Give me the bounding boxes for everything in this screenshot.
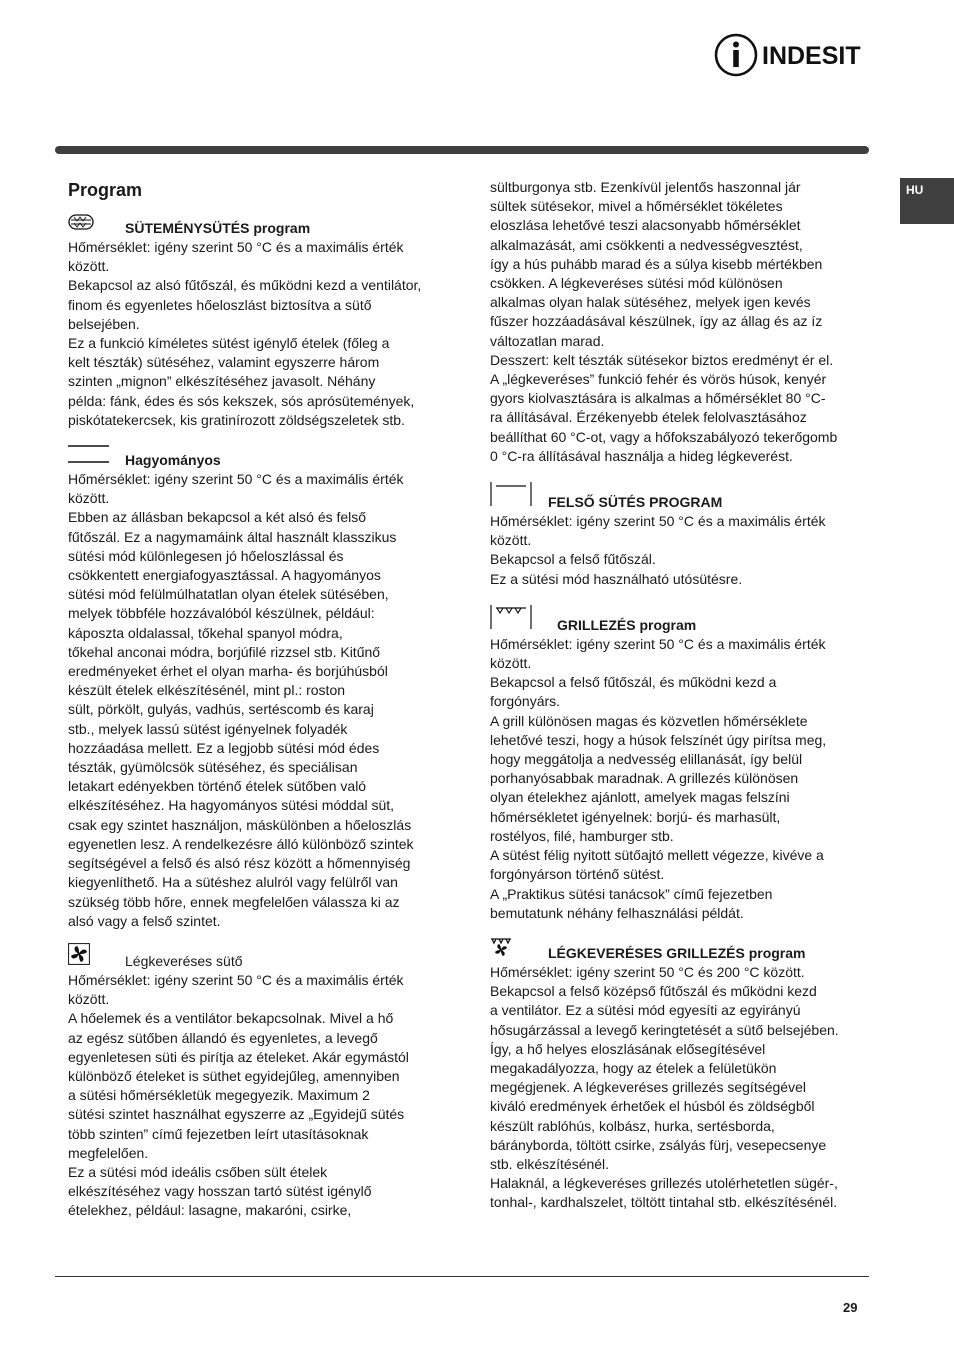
text-line: Ez a funkció kíméletes sütést igénylő ételek (főleg a [68, 335, 390, 352]
text-line: Hőmérséklet: igény szerint 50 °C és a maximális érték [490, 513, 826, 530]
section-title: LÉGKEVERÉSES GRILLEZÉS program [548, 944, 806, 961]
text-line: szükség több hőre, ennek megfelelően válassza ki az [68, 893, 400, 910]
text-line: fűszer hozzáadásával készülnek, így az állag és az íz [490, 313, 823, 330]
text-line: Bekapcsol a felső középső fűtőszál és működni kezd [490, 983, 817, 1000]
text-line: Hőmérséklet: igény szerint 50 °C és a maximális érték [490, 635, 826, 652]
logo-text: INDESIT [762, 42, 861, 70]
text-line: piskótatekercsek, kis gratinírozott zöldségszeletek stb. [68, 411, 405, 428]
text-line: hőmérsékletet igényelnek: borjú- és marhasült, [490, 808, 781, 825]
section-heading [68, 218, 448, 238]
fan-grill-icon [490, 937, 512, 962]
text-line: megégjenek. A légkeveréses grillezés segítségével [490, 1079, 806, 1096]
text-line: stb., melyek lassú sütést igényelnek folyadék [68, 720, 348, 737]
text-line: között. [490, 532, 532, 549]
text-line: sültburgonya stb. Ezenkívül jelentős haszonnal jár [490, 179, 801, 195]
section-body [68, 238, 448, 430]
text-line: fűtőszál. Ez a nagymamáink által használt klasszikus [68, 528, 397, 545]
text-line: letakart edényekben történő ételek sütőben való [68, 778, 367, 795]
text-line: A grill különösen magas és közvetlen hőmérséklete [490, 712, 808, 729]
text-line: elkészítéséhez. Ha hagyományos sütési móddal süt, [68, 797, 395, 814]
grill-icon [490, 605, 532, 634]
text-line: szinten „mignon” elkészítéséhez javasolt. Néhány [68, 373, 376, 390]
text-line: rostélyos, filé, hamburger stb. [490, 827, 674, 844]
text-line: a sütési hőmérsékletük megegyezik. Maximum 2 [68, 1087, 370, 1104]
section-heading [490, 486, 872, 512]
conventional-mode-icon [68, 444, 110, 469]
section-title: GRILLEZÉS program [557, 616, 697, 633]
text-line: elkészítéséhez vagy hosszan tartó sütést igénylő [68, 1183, 372, 1200]
text-line: A „Praktikus sütési tanácsok” című fejezetben [490, 885, 773, 902]
text-line: forgónyárson történő sütést. [490, 866, 665, 883]
text-line: sütési szintet használhat egyszerre az „Egyidejű sütés [68, 1106, 405, 1123]
section-title: SÜTEMÉNYSÜTÉS program [125, 220, 311, 236]
text-line: Halaknál, a légkeveréses grillezés utolérhetetlen sügér-, [490, 1175, 838, 1192]
text-line: Bekapcsol a felső fűtőszál. [490, 551, 656, 568]
section-body [490, 963, 872, 1213]
text-line: Ez a sütési mód ideális csőben sült ételek [68, 1163, 328, 1180]
language-tab: HU [900, 178, 954, 224]
text-line: kelt tészták) sütéséhez, valamint egyszerre három [68, 354, 380, 371]
text-line: Hőmérséklet: igény szerint 50 °C és 200 °C között. [490, 963, 805, 980]
text-line: stb. elkészítésénél. [490, 1155, 610, 1172]
section-heading [68, 951, 448, 971]
section-title: Hagyományos [125, 452, 221, 469]
section-heading [490, 609, 872, 635]
section-body [68, 971, 448, 1221]
text-line: megakadályozza, hogy az ételek a felületükön [490, 1059, 777, 1076]
section-title: Légkeveréses sütő [125, 952, 243, 969]
text-line: a ventilátor. Ez a sütési mód egyesíti az egyirányú [490, 1002, 801, 1019]
text-line: között. [68, 991, 110, 1008]
text-line: példa: fánk, édes és sós kekszek, sós aprósütemények, [68, 392, 415, 409]
text-line: tészták, gyümölcsök sütéséhez, és speciálisan [68, 759, 358, 776]
text-line: ételekhez, például: lasagne, makaróni, csirke, [68, 1202, 352, 1219]
text-line: Hőmérséklet: igény szerint 50 °C és a maximális érték [68, 471, 404, 488]
text-line: tonhal-, kardhalszelet, töltött tintahal stb. elkészítésénél. [490, 1194, 838, 1211]
text-line: hősugárzással a levegő keringtetését a sütő belsejében. [490, 1021, 839, 1038]
text-line: olyan ételekhez ajánlott, amelyek magas felszíni [490, 789, 790, 806]
footer-divider [55, 1276, 869, 1277]
section-body [490, 512, 872, 589]
text-line: csak egy szintet használjon, máskülönben a hőeloszlás [68, 816, 412, 833]
text-line: így a hús puhább marad és a súlya kisebb mértékben [490, 255, 823, 272]
text-line: segítségével a felső és alsó rész között a hőmennyiség [68, 855, 411, 872]
section-heading [68, 450, 448, 470]
text-line: különböző ételeket is süthet egyidejűleg, amennyiben [68, 1067, 400, 1084]
text-line: hogy meggátolja a nedvesség elillanását, így belül [490, 751, 803, 768]
text-line: Ebben az állásban bekapcsol a két alsó és felső [68, 509, 367, 526]
text-line: sültek sütésekor, mivel a hőmérséklet tökéletes [490, 198, 783, 215]
text-line: sült, pörkölt, gulyás, vadhús, sertéscomb és karaj [68, 701, 374, 718]
text-line: sütési mód felülmúlhatatlan olyan ételek sütésében, [68, 586, 389, 603]
text-line: Így, a hő helyes eloszlásának elősegítésével [490, 1040, 766, 1057]
section-body [68, 470, 448, 931]
section-pastry [68, 218, 448, 430]
text-line: készült rablóhús, kolbász, hurka, sertésborda, [490, 1117, 775, 1134]
text-line: eredményeket érhet el olyan marha- és borjúhúsból [68, 663, 388, 680]
text-line: több szinten” című fejezetben leírt utasításoknak [68, 1125, 369, 1142]
text-line: között. [490, 655, 532, 672]
section-fan-grill [490, 943, 872, 1213]
text-line: bemutatunk néhány felhasználási példát. [490, 904, 744, 921]
text-line: Bekapcsol az alsó fűtőszál, és működni kezd a ventilátor, [68, 277, 422, 294]
section-title: FELSŐ SÜTÉS PROGRAM [548, 494, 723, 511]
text-line: káposzta oldalassal, tőkehal spanyol módra, [68, 624, 343, 641]
text-line: ra állításával. Érzékenyebb ételek felolvasztásához [490, 409, 807, 426]
text-line: porhanyósabbak maradnak. A grillezés különösen [490, 770, 799, 787]
text-line: tőkehal anconai módra, borjúfilé rizzsel stb. Kitűnő [68, 643, 381, 660]
page-number: 29 [843, 1300, 858, 1315]
text-line: hozzáadása mellett. Ez a legjobb sütési mód édes [68, 739, 380, 756]
text-line: készült ételek elkészítésénél, mint pl.: roston [68, 682, 346, 699]
section-fan-oven [68, 951, 448, 1221]
text-line: egyenletesen süti és pirítja az ételeket. Akár egymástól [68, 1048, 409, 1065]
indesit-logo [714, 32, 872, 78]
text-line: gyors kiolvasztására is alkalmas a hőmérséklet 80 °C- [490, 390, 826, 407]
text-line: az egész sütőben állandó és egyenletes, a levegő [68, 1029, 378, 1046]
text-line: alkalmazását, ami csökkenti a nedvességvesztést, [490, 236, 803, 253]
text-line: Hőmérséklet: igény szerint 50 °C és a maximális érték [68, 971, 404, 988]
section-top-heating [490, 486, 872, 589]
section-heading [490, 943, 872, 963]
top-heating-icon [490, 482, 532, 511]
text-line: belsejében. [68, 315, 140, 332]
text-line: A hőelemek és a ventilátor bekapcsolnak. Mivel a hő [68, 1010, 394, 1027]
continued-text [490, 178, 872, 466]
text-line: között. [68, 258, 110, 275]
text-line: sütési mód különlegesen jó hőeloszlással és [68, 547, 344, 564]
text-line: Ez a sütési mód használható utósütésre. [490, 570, 743, 587]
text-line: finom és egyenletes hőeloszlást biztosítva a sütő [68, 296, 372, 313]
header-divider-bar [55, 146, 869, 154]
text-line: alsó vagy a felső szintet. [68, 912, 221, 929]
page-title: Program [68, 180, 143, 200]
text-line: beállíthat 60 °C-ot, vagy a hőfokszabályozó tekerőgomb [490, 428, 838, 445]
text-line: alkalmas olyan halak sütéséhez, melyek igen kevés [490, 294, 811, 311]
section-conventional [68, 450, 448, 931]
text-line: egyenetlen lesz. A rendelkezésre álló különböző szintek [68, 835, 414, 852]
text-line: csökkentett energiafogyasztással. A hagyományos [68, 567, 381, 584]
text-line: csökken. A légkeveréses sütési mód különösen [490, 275, 783, 292]
text-line: A „légkeveréses” funkció fehér és vörös húsok, kenyér [490, 371, 827, 388]
fan-oven-icon [68, 943, 90, 970]
text-line: melyek többféle hozzávalóból készülnek, például: [68, 605, 375, 622]
section-grill [490, 609, 872, 923]
left-column [68, 178, 448, 1221]
text-line: Desszert: kelt tészták sütésekor biztos eredményt ér el. [490, 351, 834, 368]
text-line: Hőmérséklet: igény szerint 50 °C és a maximális érték [68, 239, 404, 255]
text-line: 0 °C-ra állításával használja a hideg légkeverést. [490, 447, 793, 464]
text-line: A sütést félig nyitott sütőajtó mellett végezze, kivéve a [490, 847, 824, 864]
text-line: Bekapcsol a felső fűtőszál, és működni kezd a [490, 674, 777, 691]
text-line: megfelelően. [68, 1144, 149, 1161]
text-line: forgónyárs. [490, 693, 561, 710]
text-line: kiegyenlíthető. Ha a sütéshez alulról vagy felülről van [68, 874, 398, 891]
text-line: bárányborda, töltött csirke, zsályás fürj, vesepecsenye [490, 1136, 827, 1153]
right-column [490, 178, 872, 1213]
text-line: változatlan marad. [490, 332, 605, 349]
text-line: között. [68, 490, 110, 507]
text-line: kiváló eredmények érhetőek el húsból és zöldségből [490, 1098, 815, 1115]
text-line: eloszlása lehetővé teszi alacsonyabb hőmérséklet [490, 217, 801, 234]
pastry-mode-icon [68, 212, 94, 237]
text-line: lehetővé teszi, hogy a húsok felszínét úgy pirítsa meg, [490, 731, 827, 748]
section-body [490, 635, 872, 923]
